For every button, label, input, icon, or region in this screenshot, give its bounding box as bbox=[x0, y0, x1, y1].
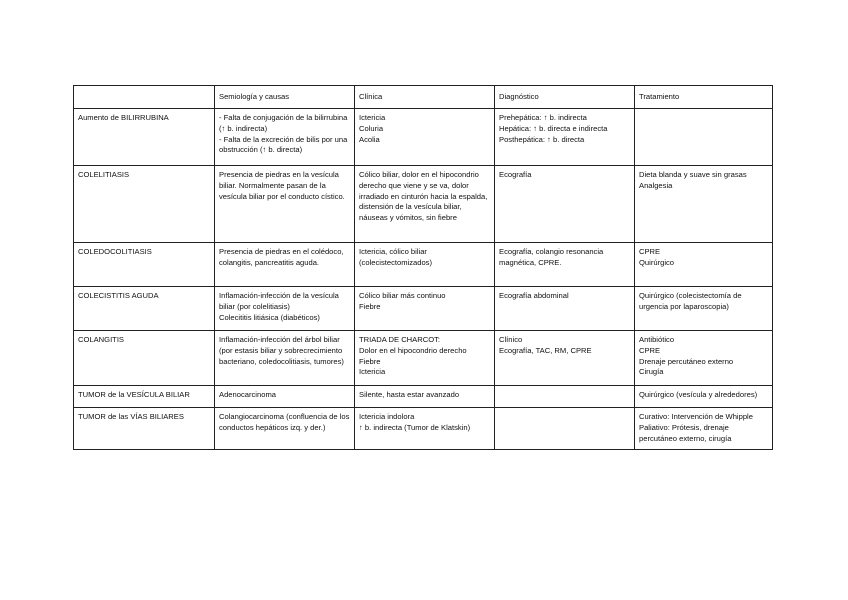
table-row bbox=[74, 243, 773, 287]
cell-semiologia bbox=[215, 386, 355, 408]
cell-line: - Falta de la excreción de bilis por una obstrucción (↑ b. directa) bbox=[219, 134, 348, 155]
cell-line: Presencia de piedras en la vesícula biliar. Normalmente pasan de la vesícula biliar por el conducto cístico. bbox=[219, 170, 345, 201]
cell-line: Ecografía, TAC, RM, CPRE bbox=[499, 345, 592, 355]
header-clinica: Clínica bbox=[355, 86, 495, 109]
cell-diagnostico bbox=[495, 243, 635, 287]
cell-line: Fiebre bbox=[359, 356, 381, 366]
cell-semiologia bbox=[215, 287, 355, 331]
cell-line: Ecografía, colangio resonancia magnética, CPRE. bbox=[499, 247, 604, 267]
table-row bbox=[74, 331, 773, 386]
cell-line: CPRE bbox=[639, 247, 661, 256]
cell-line: Colecititis litiásica (diabéticos) bbox=[219, 312, 320, 322]
cell-clinica bbox=[355, 386, 495, 408]
cell-line: Paliativo: Prótesis, drenaje percutáneo externo, cirugía bbox=[639, 422, 732, 443]
row-title: COLELITIASIS bbox=[74, 166, 215, 243]
cell-line: Ecografía bbox=[499, 170, 532, 179]
cell-line: Quirúrgico bbox=[639, 257, 675, 267]
cell-line: Curativo: Intervención de Whipple bbox=[639, 412, 753, 421]
cell-diagnostico bbox=[495, 408, 635, 450]
row-title: COLEDOCOLITIASIS bbox=[74, 243, 215, 287]
cell-line: Hepática: ↑ b. directa e indirecta bbox=[499, 123, 608, 133]
cell-clinica bbox=[355, 408, 495, 450]
table-body bbox=[74, 109, 773, 450]
header-diagnostico: Diagnóstico bbox=[495, 86, 635, 109]
cell-clinica bbox=[355, 109, 495, 166]
cell-tratamiento bbox=[635, 166, 773, 243]
cell-tratamiento bbox=[635, 408, 773, 450]
cell-line: Ictericia indolora bbox=[359, 412, 415, 421]
cell-line: Cólico biliar más continuo bbox=[359, 291, 446, 300]
cell-clinica bbox=[355, 287, 495, 331]
cell-line: Adenocarcinoma bbox=[219, 390, 276, 399]
cell-line: TRIADA DE CHARCOT: bbox=[359, 335, 441, 344]
cell-line: Cirugía bbox=[639, 367, 664, 377]
header-tratamiento: Tratamiento bbox=[635, 86, 773, 109]
row-title: Aumento de BILIRRUBINA bbox=[74, 109, 215, 166]
cell-line: Ictericia, cólico biliar (colecistectomizados) bbox=[359, 247, 433, 267]
cell-line: Inflamación-infección del árbol biliar (por estasis biliar y sobrecrecimiento bacteriano, coledocolitiasis, tumores) bbox=[219, 335, 344, 366]
cell-line: Acolia bbox=[359, 134, 380, 144]
cell-diagnostico bbox=[495, 331, 635, 386]
cell-line: Silente, hasta estar avanzado bbox=[359, 390, 460, 399]
header-empty bbox=[74, 86, 215, 109]
cell-line: - Falta de conjugación de la bilirrubina (↑ b. indirecta) bbox=[219, 113, 348, 133]
cell-line: Inflamación-infección de la vesícula biliar (por colelitiasis) bbox=[219, 291, 339, 311]
table-row bbox=[74, 109, 773, 166]
cell-tratamiento bbox=[635, 109, 773, 166]
table-row bbox=[74, 166, 773, 243]
header-semiologia: Semiología y causas bbox=[215, 86, 355, 109]
cell-line: Analgesia bbox=[639, 180, 673, 190]
cell-diagnostico bbox=[495, 166, 635, 243]
cell-semiologia bbox=[215, 408, 355, 450]
cell-clinica bbox=[355, 331, 495, 386]
cell-line: Posthepática: ↑ b. directa bbox=[499, 134, 585, 144]
cell-line: Dolor en el hipocondrio derecho bbox=[359, 345, 467, 355]
cell-line: Ictericia bbox=[359, 113, 386, 122]
cell-line: Ictericia bbox=[359, 367, 386, 377]
cell-line: Quirúrgico (vesícula y alrededores) bbox=[639, 390, 758, 399]
table-row bbox=[74, 408, 773, 450]
cell-tratamiento bbox=[635, 331, 773, 386]
cell-clinica bbox=[355, 243, 495, 287]
cell-line: Cólico biliar, dolor en el hipocondrio derecho que viene y se va, dolor irradiado en cinturón hacia la espalda, distensión de la vesícula biliar, náuseas y vómitos, sin fiebre bbox=[359, 170, 488, 223]
row-title: TUMOR de la VESÍCULA BILIAR bbox=[74, 386, 215, 408]
cell-diagnostico bbox=[495, 287, 635, 331]
cell-semiologia bbox=[215, 243, 355, 287]
cell-line: Antibiótico bbox=[639, 335, 675, 344]
cell-line: Clínico bbox=[499, 335, 523, 344]
cell-line: Coluria bbox=[359, 123, 384, 133]
row-title: COLECISTITIS AGUDA bbox=[74, 287, 215, 331]
table-row bbox=[74, 386, 773, 408]
pathology-table bbox=[73, 85, 773, 450]
cell-line: Drenaje percutáneo externo bbox=[639, 356, 734, 366]
cell-line: Prehepática: ↑ b. indirecta bbox=[499, 113, 587, 122]
cell-tratamiento bbox=[635, 243, 773, 287]
cell-line: Dieta blanda y suave sin grasas bbox=[639, 170, 747, 179]
cell-semiologia bbox=[215, 109, 355, 166]
table-header-row bbox=[74, 86, 773, 109]
cell-line: Colangiocarcinoma (confluencia de los conductos hepáticos izq. y der.) bbox=[219, 412, 350, 432]
cell-diagnostico bbox=[495, 386, 635, 408]
cell-semiologia bbox=[215, 166, 355, 243]
table-row bbox=[74, 287, 773, 331]
cell-line: Quirúrgico (colecistectomía de urgencia por laparoscopia) bbox=[639, 291, 742, 311]
cell-tratamiento bbox=[635, 386, 773, 408]
cell-line: Presencia de piedras en el colédoco, colangitis, pancreatitis aguda. bbox=[219, 247, 344, 267]
cell-line: Ecografía abdominal bbox=[499, 291, 569, 300]
cell-clinica bbox=[355, 166, 495, 243]
cell-line: ↑ b. indirecta (Tumor de Klatskin) bbox=[359, 422, 471, 432]
row-title: COLANGITIS bbox=[74, 331, 215, 386]
cell-diagnostico bbox=[495, 109, 635, 166]
row-title: TUMOR de las VÍAS BILIARES bbox=[74, 408, 215, 450]
cell-line: CPRE bbox=[639, 345, 661, 355]
cell-line: Fiebre bbox=[359, 301, 381, 311]
cell-tratamiento bbox=[635, 287, 773, 331]
cell-semiologia bbox=[215, 331, 355, 386]
